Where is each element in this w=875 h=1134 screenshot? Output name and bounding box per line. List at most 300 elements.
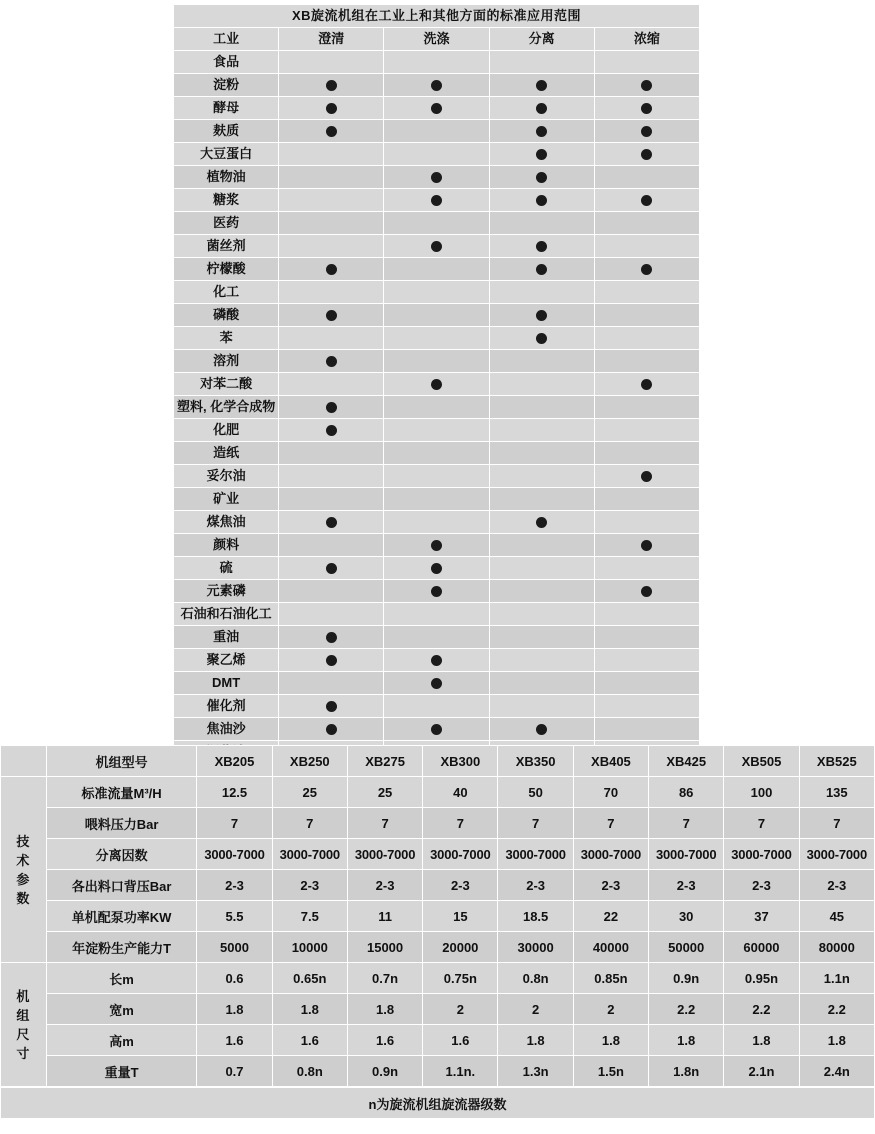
filled-dot-icon bbox=[326, 402, 337, 413]
filled-dot-icon bbox=[431, 724, 442, 735]
spec-value-cell: 1.6 bbox=[197, 1025, 272, 1056]
mark-cell bbox=[384, 97, 489, 120]
mark-cell bbox=[594, 672, 699, 695]
mark-cell bbox=[279, 143, 384, 166]
spec-value-cell: 2 bbox=[573, 994, 648, 1025]
mark-cell bbox=[594, 304, 699, 327]
footnote-table bbox=[0, 1087, 875, 1119]
model-header-5: XB405 bbox=[573, 746, 648, 777]
mark-cell bbox=[594, 373, 699, 396]
mark-cell bbox=[489, 143, 594, 166]
row-label: 糖浆 bbox=[174, 189, 279, 212]
spec-value-cell: 7 bbox=[799, 808, 874, 839]
mark-cell bbox=[489, 396, 594, 419]
row-label: 聚乙烯 bbox=[174, 649, 279, 672]
mark-cell bbox=[279, 603, 384, 626]
mark-cell bbox=[489, 120, 594, 143]
filled-dot-icon bbox=[536, 103, 547, 114]
mark-cell bbox=[279, 557, 384, 580]
table-row bbox=[174, 672, 700, 695]
row-label: 淀粉 bbox=[174, 74, 279, 97]
spec-value-cell: 1.8n bbox=[649, 1056, 724, 1087]
table-row bbox=[174, 304, 700, 327]
table-row bbox=[174, 143, 700, 166]
spec-value-cell: 1.1n bbox=[799, 963, 874, 994]
row-label: 妥尔油 bbox=[174, 465, 279, 488]
mark-cell bbox=[594, 258, 699, 281]
mark-cell bbox=[384, 672, 489, 695]
mark-cell bbox=[489, 74, 594, 97]
table-row bbox=[174, 258, 700, 281]
spec-value-cell: 3000-7000 bbox=[724, 839, 799, 870]
column-header-0: 工业 bbox=[174, 28, 279, 51]
filled-dot-icon bbox=[641, 586, 652, 597]
spec-value-cell: 3000-7000 bbox=[347, 839, 422, 870]
model-header-3: XB300 bbox=[423, 746, 498, 777]
table-row bbox=[174, 695, 700, 718]
row-label: 重油 bbox=[174, 626, 279, 649]
mark-cell bbox=[489, 258, 594, 281]
row-label: 柠檬酸 bbox=[174, 258, 279, 281]
mark-cell bbox=[489, 465, 594, 488]
filled-dot-icon bbox=[536, 149, 547, 160]
mark-cell bbox=[594, 649, 699, 672]
mark-cell bbox=[384, 718, 489, 741]
mark-cell bbox=[594, 281, 699, 304]
filled-dot-icon bbox=[431, 103, 442, 114]
spec-value-cell: 2.2 bbox=[799, 994, 874, 1025]
spec-value-cell: 1.3n bbox=[498, 1056, 573, 1087]
spec-row bbox=[1, 1025, 875, 1056]
spec-value-cell: 3000-7000 bbox=[423, 839, 498, 870]
mark-cell bbox=[594, 511, 699, 534]
spec-value-cell: 0.9n bbox=[649, 963, 724, 994]
spec-value-cell: 50000 bbox=[649, 932, 724, 963]
mark-cell bbox=[594, 465, 699, 488]
filled-dot-icon bbox=[641, 540, 652, 551]
mark-cell bbox=[489, 212, 594, 235]
spec-row bbox=[1, 808, 875, 839]
table-title-row bbox=[174, 5, 700, 28]
row-label: 磷酸 bbox=[174, 304, 279, 327]
spec-row bbox=[1, 901, 875, 932]
table-row bbox=[174, 166, 700, 189]
row-label: 植物油 bbox=[174, 166, 279, 189]
mark-cell bbox=[279, 212, 384, 235]
mark-cell bbox=[594, 695, 699, 718]
filled-dot-icon bbox=[536, 172, 547, 183]
spec-value-cell: 1.6 bbox=[347, 1025, 422, 1056]
spec-value-cell: 15000 bbox=[347, 932, 422, 963]
spec-row bbox=[1, 870, 875, 901]
filled-dot-icon bbox=[536, 195, 547, 206]
spec-value-cell: 1.8 bbox=[272, 994, 347, 1025]
mark-cell bbox=[594, 580, 699, 603]
filled-dot-icon bbox=[536, 724, 547, 735]
column-header-3: 分离 bbox=[489, 28, 594, 51]
mark-cell bbox=[489, 649, 594, 672]
filled-dot-icon bbox=[641, 264, 652, 275]
filled-dot-icon bbox=[536, 264, 547, 275]
table-row bbox=[174, 442, 700, 465]
mark-cell bbox=[279, 695, 384, 718]
mark-cell bbox=[384, 465, 489, 488]
mark-cell bbox=[594, 626, 699, 649]
spec-value-cell: 12.5 bbox=[197, 777, 272, 808]
filled-dot-icon bbox=[431, 172, 442, 183]
spec-value-cell: 0.95n bbox=[724, 963, 799, 994]
spec-value-cell: 37 bbox=[724, 901, 799, 932]
mark-cell bbox=[279, 350, 384, 373]
spec-value-cell: 1.8 bbox=[799, 1025, 874, 1056]
spec-value-cell: 2-3 bbox=[423, 870, 498, 901]
filled-dot-icon bbox=[326, 517, 337, 528]
table-row bbox=[174, 718, 700, 741]
mark-cell bbox=[489, 350, 594, 373]
mark-cell bbox=[384, 649, 489, 672]
filled-dot-icon bbox=[326, 126, 337, 137]
mark-cell bbox=[489, 304, 594, 327]
table-row bbox=[174, 281, 700, 304]
spec-value-cell: 60000 bbox=[724, 932, 799, 963]
mark-cell bbox=[489, 718, 594, 741]
spec-value-cell: 22 bbox=[573, 901, 648, 932]
column-header-1: 澄清 bbox=[279, 28, 384, 51]
filled-dot-icon bbox=[641, 471, 652, 482]
spec-value-cell: 1.5n bbox=[573, 1056, 648, 1087]
mark-cell bbox=[279, 74, 384, 97]
spec-value-cell: 7.5 bbox=[272, 901, 347, 932]
mark-cell bbox=[594, 166, 699, 189]
mark-cell bbox=[489, 373, 594, 396]
spec-row bbox=[1, 932, 875, 963]
model-header-1: XB250 bbox=[272, 746, 347, 777]
filled-dot-icon bbox=[431, 379, 442, 390]
mark-cell bbox=[384, 258, 489, 281]
spec-value-cell: 3000-7000 bbox=[498, 839, 573, 870]
spec-value-cell: 7 bbox=[724, 808, 799, 839]
mark-cell bbox=[384, 235, 489, 258]
spec-value-cell: 1.8 bbox=[649, 1025, 724, 1056]
row-label: 焦油沙 bbox=[174, 718, 279, 741]
spec-value-cell: 1.8 bbox=[347, 994, 422, 1025]
model-header-7: XB505 bbox=[724, 746, 799, 777]
spec-value-cell: 2-3 bbox=[724, 870, 799, 901]
spec-value-cell: 11 bbox=[347, 901, 422, 932]
filled-dot-icon bbox=[326, 103, 337, 114]
mark-cell bbox=[279, 534, 384, 557]
mark-cell bbox=[279, 97, 384, 120]
filled-dot-icon bbox=[641, 80, 652, 91]
spec-value-cell: 2.4n bbox=[799, 1056, 874, 1087]
mark-cell bbox=[279, 718, 384, 741]
spec-value-cell: 40000 bbox=[573, 932, 648, 963]
row-label: 酵母 bbox=[174, 97, 279, 120]
spec-value-cell: 0.9n bbox=[347, 1056, 422, 1087]
table-row bbox=[174, 465, 700, 488]
mark-cell bbox=[279, 419, 384, 442]
mark-cell bbox=[384, 603, 489, 626]
mark-cell bbox=[489, 672, 594, 695]
spec-value-cell: 7 bbox=[197, 808, 272, 839]
mark-cell bbox=[594, 327, 699, 350]
mark-cell bbox=[594, 603, 699, 626]
spec-value-cell: 40 bbox=[423, 777, 498, 808]
application-range-table-container bbox=[173, 4, 700, 764]
filled-dot-icon bbox=[326, 655, 337, 666]
filled-dot-icon bbox=[536, 310, 547, 321]
spec-value-cell: 7 bbox=[423, 808, 498, 839]
table-row bbox=[174, 419, 700, 442]
mark-cell bbox=[279, 327, 384, 350]
filled-dot-icon bbox=[536, 241, 547, 252]
spec-value-cell: 0.65n bbox=[272, 963, 347, 994]
model-header-0: XB205 bbox=[197, 746, 272, 777]
spec-value-cell: 7 bbox=[649, 808, 724, 839]
table-row bbox=[174, 212, 700, 235]
mark-cell bbox=[594, 442, 699, 465]
spec-row bbox=[1, 994, 875, 1025]
mark-cell bbox=[279, 281, 384, 304]
spec-row bbox=[1, 963, 875, 994]
spec-row bbox=[1, 777, 875, 808]
spec-value-cell: 1.8 bbox=[498, 1025, 573, 1056]
mark-cell bbox=[384, 534, 489, 557]
filled-dot-icon bbox=[431, 241, 442, 252]
application-range-table bbox=[173, 4, 700, 764]
table-header-row bbox=[174, 28, 700, 51]
mark-cell bbox=[384, 626, 489, 649]
filled-dot-icon bbox=[431, 80, 442, 91]
spec-value-cell: 7 bbox=[347, 808, 422, 839]
table-row bbox=[174, 189, 700, 212]
spec-value-cell: 50 bbox=[498, 777, 573, 808]
mark-cell bbox=[489, 534, 594, 557]
table-row bbox=[174, 534, 700, 557]
mark-cell bbox=[384, 419, 489, 442]
spec-value-cell: 2.2 bbox=[649, 994, 724, 1025]
spec-value-cell: 0.7n bbox=[347, 963, 422, 994]
mark-cell bbox=[279, 649, 384, 672]
table-row bbox=[174, 603, 700, 626]
spec-value-cell: 2 bbox=[423, 994, 498, 1025]
spec-value-cell: 2-3 bbox=[272, 870, 347, 901]
column-header-4: 浓缩 bbox=[594, 28, 699, 51]
mark-cell bbox=[279, 189, 384, 212]
mark-cell bbox=[489, 97, 594, 120]
row-label: 食品 bbox=[174, 51, 279, 74]
mark-cell bbox=[384, 488, 489, 511]
row-label: 麸质 bbox=[174, 120, 279, 143]
spec-group-label-technical: 技 术 参 数 bbox=[1, 777, 47, 963]
filled-dot-icon bbox=[326, 356, 337, 367]
column-header-2: 洗涤 bbox=[384, 28, 489, 51]
mark-cell bbox=[384, 350, 489, 373]
application-table-title: XB旋流机组在工业上和其他方面的标准应用范围 bbox=[174, 5, 700, 28]
spec-value-cell: 0.6 bbox=[197, 963, 272, 994]
filled-dot-icon bbox=[431, 195, 442, 206]
footnote-text: n为旋流机组旋流器级数 bbox=[1, 1088, 875, 1119]
row-label: 元素磷 bbox=[174, 580, 279, 603]
filled-dot-icon bbox=[326, 425, 337, 436]
spec-corner-cell bbox=[1, 746, 47, 777]
filled-dot-icon bbox=[431, 655, 442, 666]
mark-cell bbox=[384, 143, 489, 166]
filled-dot-icon bbox=[536, 80, 547, 91]
spec-value-cell: 45 bbox=[799, 901, 874, 932]
model-header-8: XB525 bbox=[799, 746, 874, 777]
mark-cell bbox=[279, 304, 384, 327]
spec-value-cell: 2-3 bbox=[649, 870, 724, 901]
mark-cell bbox=[384, 304, 489, 327]
mark-cell bbox=[279, 51, 384, 74]
row-label: 苯 bbox=[174, 327, 279, 350]
mark-cell bbox=[594, 534, 699, 557]
row-label: 石油和石油化工 bbox=[174, 603, 279, 626]
spec-row-label: 分离因数 bbox=[46, 839, 197, 870]
spec-row-label: 长m bbox=[46, 963, 197, 994]
spec-value-cell: 100 bbox=[724, 777, 799, 808]
mark-cell bbox=[279, 511, 384, 534]
spec-value-cell: 3000-7000 bbox=[649, 839, 724, 870]
spec-value-cell: 2-3 bbox=[573, 870, 648, 901]
mark-cell bbox=[594, 718, 699, 741]
mark-cell bbox=[489, 281, 594, 304]
spec-value-cell: 1.6 bbox=[272, 1025, 347, 1056]
mark-cell bbox=[489, 488, 594, 511]
filled-dot-icon bbox=[641, 149, 652, 160]
filled-dot-icon bbox=[641, 195, 652, 206]
spec-value-cell: 3000-7000 bbox=[272, 839, 347, 870]
mark-cell bbox=[384, 120, 489, 143]
table-row bbox=[174, 557, 700, 580]
filled-dot-icon bbox=[641, 103, 652, 114]
mark-cell bbox=[279, 166, 384, 189]
mark-cell bbox=[279, 465, 384, 488]
spec-value-cell: 70 bbox=[573, 777, 648, 808]
table-row bbox=[174, 350, 700, 373]
filled-dot-icon bbox=[326, 724, 337, 735]
spec-model-label: 机组型号 bbox=[46, 746, 197, 777]
mark-cell bbox=[594, 419, 699, 442]
spec-value-cell: 0.85n bbox=[573, 963, 648, 994]
spec-value-cell: 2-3 bbox=[347, 870, 422, 901]
row-label: 硫 bbox=[174, 557, 279, 580]
mark-cell bbox=[384, 580, 489, 603]
mark-cell bbox=[384, 373, 489, 396]
filled-dot-icon bbox=[326, 701, 337, 712]
row-label: 溶剂 bbox=[174, 350, 279, 373]
spec-value-cell: 3000-7000 bbox=[573, 839, 648, 870]
filled-dot-icon bbox=[326, 80, 337, 91]
row-label: 化工 bbox=[174, 281, 279, 304]
row-label: 煤焦油 bbox=[174, 511, 279, 534]
table-row bbox=[174, 74, 700, 97]
spec-value-cell: 2-3 bbox=[498, 870, 573, 901]
spec-value-cell: 0.7 bbox=[197, 1056, 272, 1087]
filled-dot-icon bbox=[431, 678, 442, 689]
spec-value-cell: 20000 bbox=[423, 932, 498, 963]
mark-cell bbox=[489, 626, 594, 649]
spec-value-cell: 3000-7000 bbox=[197, 839, 272, 870]
mark-cell bbox=[594, 143, 699, 166]
mark-cell bbox=[489, 235, 594, 258]
spec-row-label: 喂料压力Bar bbox=[46, 808, 197, 839]
mark-cell bbox=[489, 603, 594, 626]
spec-row-label: 标准流量M³/H bbox=[46, 777, 197, 808]
mark-cell bbox=[384, 442, 489, 465]
mark-cell bbox=[489, 557, 594, 580]
spec-row bbox=[1, 839, 875, 870]
spec-value-cell: 2-3 bbox=[799, 870, 874, 901]
table-row bbox=[174, 120, 700, 143]
mark-cell bbox=[489, 580, 594, 603]
mark-cell bbox=[279, 258, 384, 281]
spec-value-cell: 5000 bbox=[197, 932, 272, 963]
filled-dot-icon bbox=[326, 632, 337, 643]
spec-value-cell: 135 bbox=[799, 777, 874, 808]
spec-row-label: 宽m bbox=[46, 994, 197, 1025]
model-header-6: XB425 bbox=[649, 746, 724, 777]
spec-value-cell: 2.1n bbox=[724, 1056, 799, 1087]
mark-cell bbox=[384, 189, 489, 212]
table-row bbox=[174, 373, 700, 396]
mark-cell bbox=[384, 327, 489, 350]
spec-value-cell: 0.75n bbox=[423, 963, 498, 994]
spec-value-cell: 5.5 bbox=[197, 901, 272, 932]
table-row bbox=[174, 649, 700, 672]
mark-cell bbox=[279, 488, 384, 511]
specification-table-container bbox=[0, 745, 875, 1119]
row-label: 造纸 bbox=[174, 442, 279, 465]
filled-dot-icon bbox=[536, 126, 547, 137]
mark-cell bbox=[594, 488, 699, 511]
mark-cell bbox=[594, 189, 699, 212]
table-row bbox=[174, 488, 700, 511]
spec-value-cell: 7 bbox=[498, 808, 573, 839]
spec-value-cell: 25 bbox=[272, 777, 347, 808]
spec-value-cell: 1.6 bbox=[423, 1025, 498, 1056]
mark-cell bbox=[279, 626, 384, 649]
mark-cell bbox=[384, 695, 489, 718]
row-label: 矿业 bbox=[174, 488, 279, 511]
mark-cell bbox=[489, 51, 594, 74]
spec-value-cell: 1.1n. bbox=[423, 1056, 498, 1087]
spec-value-cell: 1.8 bbox=[724, 1025, 799, 1056]
mark-cell bbox=[279, 580, 384, 603]
filled-dot-icon bbox=[431, 540, 442, 551]
mark-cell bbox=[384, 557, 489, 580]
spec-row-label: 单机配泵功率KW bbox=[46, 901, 197, 932]
spec-row-label: 年淀粉生产能力T bbox=[46, 932, 197, 963]
mark-cell bbox=[384, 166, 489, 189]
mark-cell bbox=[489, 189, 594, 212]
mark-cell bbox=[594, 350, 699, 373]
mark-cell bbox=[384, 396, 489, 419]
mark-cell bbox=[384, 281, 489, 304]
mark-cell bbox=[594, 120, 699, 143]
row-label: 化肥 bbox=[174, 419, 279, 442]
mark-cell bbox=[594, 235, 699, 258]
model-header-4: XB350 bbox=[498, 746, 573, 777]
row-label: DMT bbox=[174, 672, 279, 695]
table-row bbox=[174, 511, 700, 534]
table-row bbox=[174, 580, 700, 603]
mark-cell bbox=[279, 672, 384, 695]
mark-cell bbox=[279, 235, 384, 258]
table-row bbox=[174, 235, 700, 258]
specification-table bbox=[0, 745, 875, 1087]
